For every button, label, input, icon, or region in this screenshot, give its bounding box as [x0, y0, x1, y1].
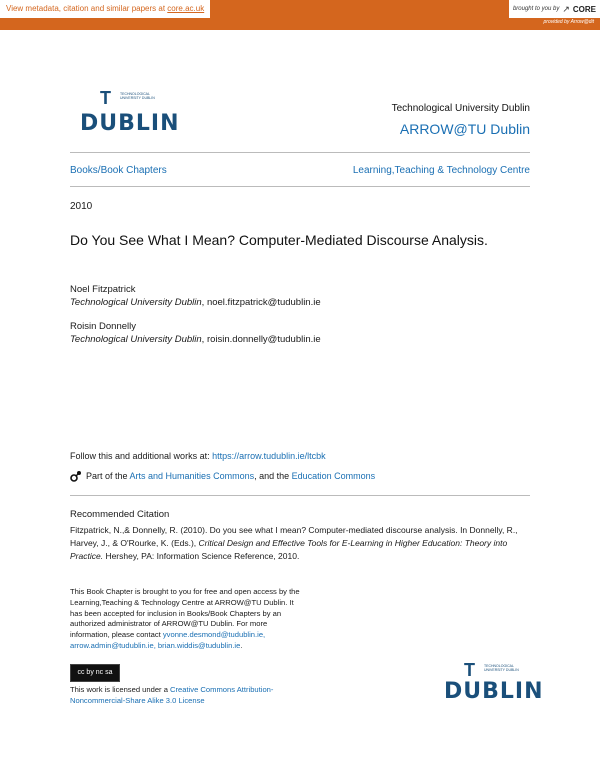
citation-book-title: Critical Design and Effective Tools for E-Learning in Higher Education: Theory into Practice.	[70, 538, 508, 561]
notice-text: This Book Chapter is brought to you for free and open access by the Learning,Teaching & Technology Centre at ARROW@TU Dublin. It has been accepted for inclusion in Books/Book Chapters by an authorized administrator of ARROW@TU Dublin. For more information, please contact	[70, 587, 300, 640]
notice-end: .	[240, 640, 243, 650]
access-notice	[70, 587, 302, 652]
license-link[interactable]: Creative Commons Attribution-Noncommercial-Share Alike 3.0 License	[70, 685, 274, 705]
part-of-line	[70, 470, 375, 482]
repository-link[interactable]: ARROW@TU Dublin	[399, 121, 530, 137]
core-logo-icon: ↗	[562, 3, 570, 14]
citation-plain-end: Hershey, PA: Information Science Reference, 2010.	[103, 551, 300, 561]
contact-emails-link[interactable]: yvonne.desmond@tudublin.ie, arrow.admin@tudublin.ie, brian.widdis@tudublin.ie	[70, 630, 266, 650]
core-link[interactable]: core.ac.uk	[167, 4, 205, 13]
cc-license-badge[interactable]: cc by nc sa	[70, 664, 120, 682]
follow-text: Follow this and additional works at:	[70, 451, 213, 461]
logo-letter-t: T	[464, 660, 475, 680]
tu-dublin-logo-footer	[444, 660, 544, 704]
license-text: This work is licensed under a	[70, 685, 171, 694]
logo-letter-t: T	[100, 88, 111, 108]
part-of-prefix: Part of the	[86, 471, 130, 481]
divider-citation	[70, 495, 530, 496]
logo-small-text: TECHNOLOGICAL UNIVERSITY DUBLIN	[484, 664, 519, 672]
author-block	[70, 283, 321, 309]
license-line	[70, 684, 310, 706]
logo-word: DUBLIN	[444, 679, 544, 704]
document-title: Do You See What I Mean? Computer-Mediated Discourse Analysis.	[70, 232, 488, 248]
follow-line	[70, 451, 326, 461]
tu-dublin-logo	[80, 88, 180, 136]
author-email: , noel.fitzpatrick@tudublin.ie	[201, 297, 321, 308]
author-email: , roisin.donnelly@tudublin.ie	[201, 334, 321, 345]
author-affiliation: Technological University Dublin	[70, 297, 202, 308]
author-name: Roisin Donnelly	[70, 321, 137, 332]
recommended-citation-heading: Recommended Citation	[70, 509, 170, 520]
divider-categories	[70, 186, 530, 187]
logo-word: DUBLIN	[80, 111, 180, 136]
institution-name: Technological University Dublin	[391, 103, 530, 114]
category-books-link[interactable]: Books/Book Chapters	[70, 165, 167, 176]
core-brand[interactable]	[509, 0, 600, 18]
network-icon	[70, 470, 82, 482]
author-name: Noel Fitzpatrick	[70, 284, 136, 295]
core-provided-by: provided by Arrow@dit	[543, 19, 594, 25]
arts-humanities-link[interactable]: Arts and Humanities Commons	[129, 471, 255, 481]
core-metadata-link[interactable]	[0, 0, 210, 18]
core-banner	[0, 0, 600, 30]
core-brought-text: brought to you by	[512, 6, 560, 12]
recommended-citation-body	[70, 524, 540, 563]
publication-year: 2010	[70, 201, 93, 212]
education-commons-link[interactable]: Education Commons	[291, 471, 376, 481]
core-brand-name: CORE	[572, 4, 596, 14]
part-of-mid: , and the	[254, 471, 292, 481]
follow-link[interactable]: https://arrow.tudublin.ie/ltcbk	[212, 451, 326, 461]
category-centre-link[interactable]: Learning,Teaching & Technology Centre	[352, 165, 530, 176]
author-affiliation: Technological University Dublin	[70, 334, 202, 345]
divider-top	[70, 152, 530, 153]
core-metadata-text: View metadata, citation and similar papers at	[6, 4, 166, 13]
author-block	[70, 320, 321, 346]
citation-plain-start: Fitzpatrick, N.,& Donnelly, R. (2010). Do you see what I mean? Computer-mediated discourse analysis. In Donnelly, R., Harvey, J., & O'Rourke, K. (Eds.),	[70, 525, 518, 548]
logo-small-text: TECHNOLOGICAL UNIVERSITY DUBLIN	[120, 92, 155, 100]
